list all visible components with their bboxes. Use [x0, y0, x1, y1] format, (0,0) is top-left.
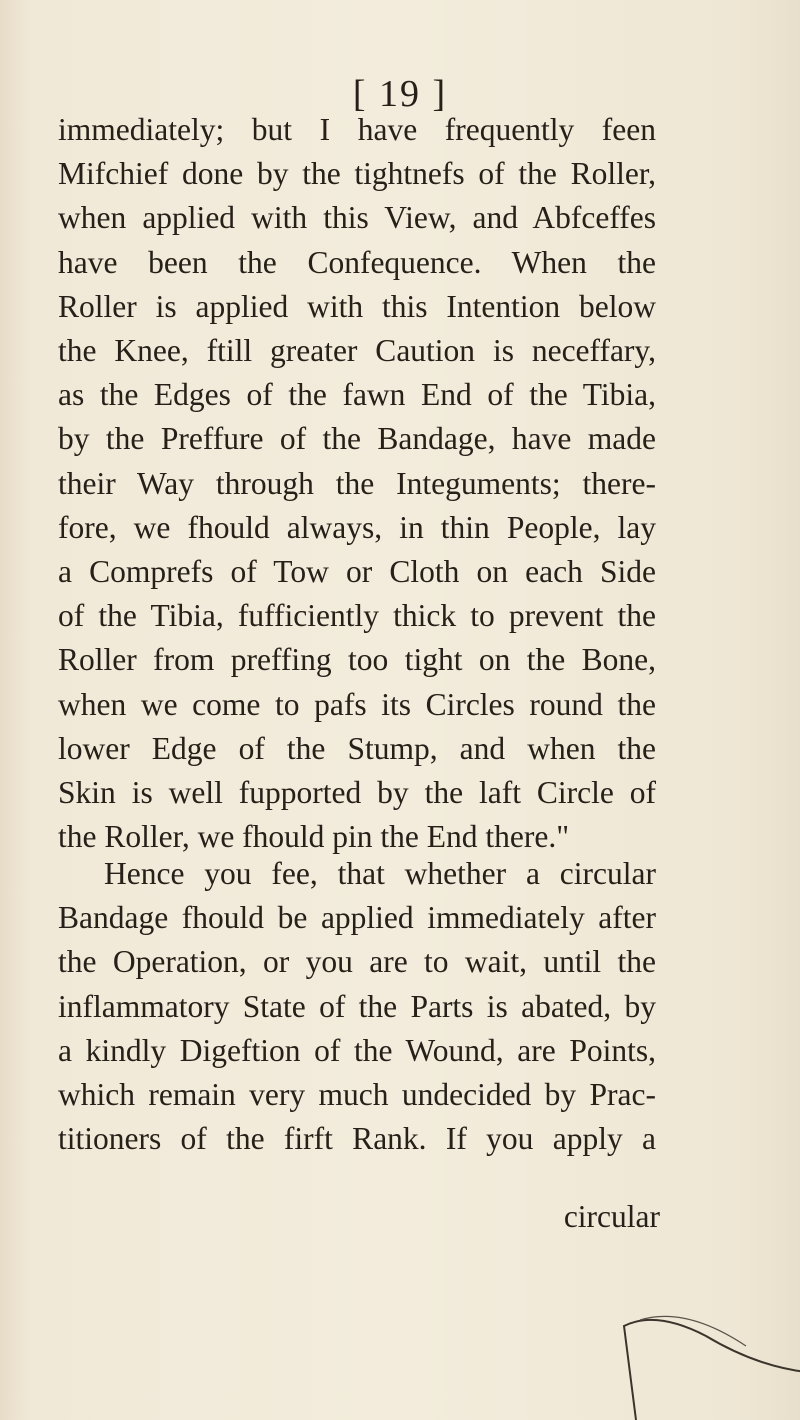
- text-line: immediately; but I have frequently feen: [58, 112, 656, 147]
- text-line: inflammatory State of the Parts is abated, by: [58, 988, 656, 1024]
- paragraph-2: [58, 852, 656, 1161]
- page-edge-mark: [596, 1306, 800, 1420]
- text-line: the Knee, ftill greater Caution is neceffary,: [58, 333, 656, 369]
- text-line: a kindly Digeftion of the Wound, are Points,: [58, 1032, 656, 1068]
- text-line: as the Edges of the fawn End of the Tibia,: [58, 377, 656, 413]
- text-line: Bandage fhould be applied immediately after: [58, 900, 656, 936]
- text-line: the Operation, or you are to wait, until the: [58, 944, 656, 980]
- text-line: Roller is applied with this Intention below: [58, 288, 656, 324]
- text-line: have been the Confequence. When the: [58, 244, 656, 280]
- text-line: titioners of the firft Rank. If you apply a: [58, 1121, 656, 1157]
- text-line: Skin is well fupported by the laft Circle of: [58, 775, 656, 811]
- text-line: when we come to pafs its Circles round the: [58, 686, 656, 722]
- text-line: which remain very much undecided by Prac-: [58, 1077, 656, 1113]
- text-line: by the Preffure of the Bandage, have made: [58, 421, 656, 457]
- text-line: fore, we fhould always, in thin People, lay: [58, 509, 656, 545]
- text-line: their Way through the Integuments; there-: [58, 465, 656, 501]
- text-line: the Roller, we fhould pin the End there.": [58, 819, 570, 855]
- text-line: of the Tibia, fufficiently thick to prevent the: [58, 598, 656, 634]
- catchword: circular: [563, 1199, 660, 1234]
- text-line: Roller from preffing too tight on the Bone,: [58, 642, 656, 678]
- text-line: a Comprefs of Tow or Cloth on each Side: [58, 554, 656, 590]
- text-line: Mifchief done by the tightnefs of the Roller,: [58, 156, 656, 192]
- text-line: lower Edge of the Stump, and when the: [58, 730, 656, 766]
- text-line: when applied with this View, and Abfceffes: [58, 200, 656, 236]
- paragraph-1: [58, 108, 656, 859]
- text-line: Hence you fee, that whether a circular: [104, 856, 656, 891]
- page-number-header: [ 19 ]: [352, 73, 448, 115]
